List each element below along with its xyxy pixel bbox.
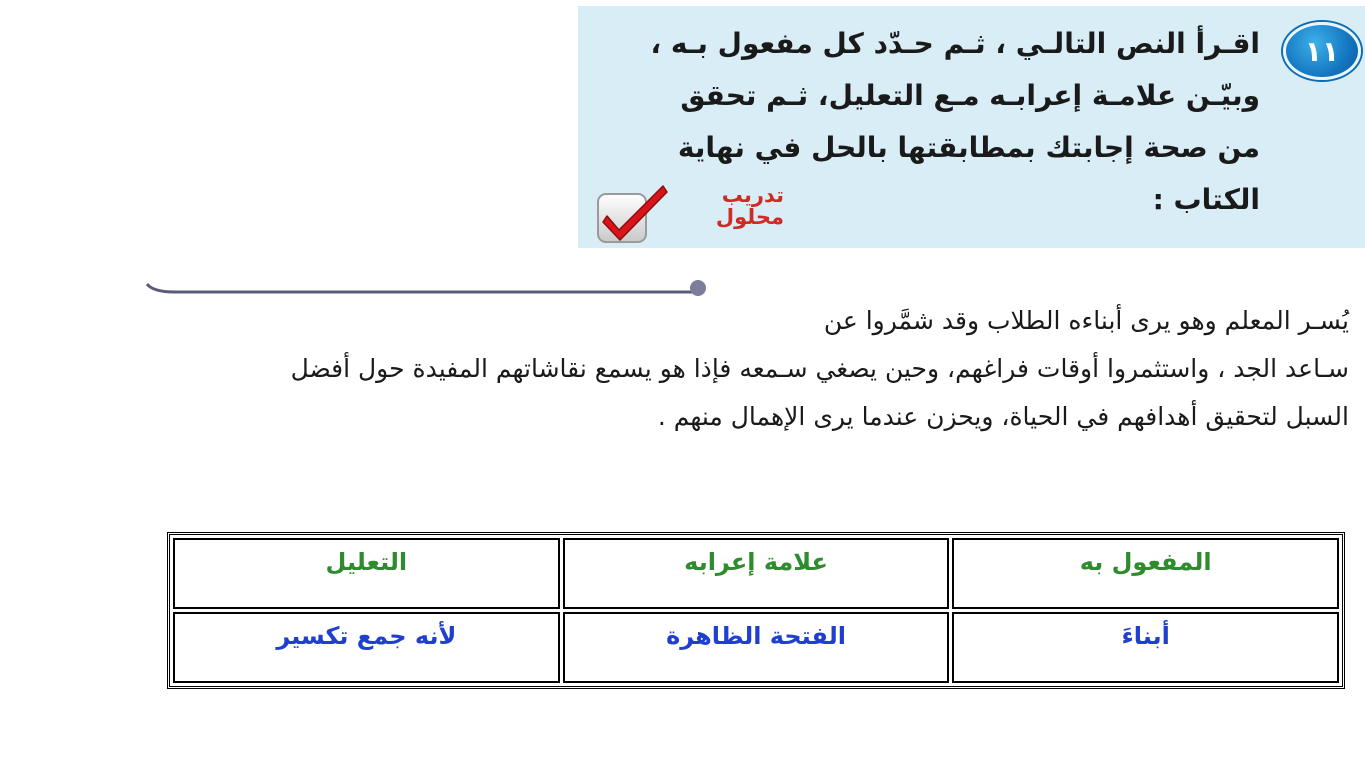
instruction-line: من صحة إجابتك بمطابقتها بالحل في نهاية	[677, 131, 1260, 164]
answer-table	[167, 532, 1345, 689]
instruction-line: الكتاب :	[1152, 183, 1260, 216]
exercise-number: ١١	[1304, 34, 1340, 68]
exercise-number-badge	[1283, 22, 1361, 80]
table-cell: لأنه جمع تكسير	[173, 612, 560, 683]
section-divider	[145, 280, 707, 298]
instruction-line: اقـرأ النص التالـي ، ثـم حـدّد كل مفعول بـه ،	[650, 27, 1260, 60]
instruction-line: وبيّـن علامـة إعرابـه مـع التعليل، ثـم تحقق	[680, 79, 1260, 112]
table-header-cell: علامة إعرابه	[563, 538, 950, 609]
solved-label-line: محلول	[715, 205, 784, 229]
table-cell: أبناءَ	[952, 612, 1339, 683]
passage-line: السبل لتحقيق أهدافهم في الحياة، ويحزن عندما يرى الإهمال منهم .	[657, 402, 1349, 431]
reading-passage	[119, 297, 1349, 441]
solved-exercise-label	[672, 184, 784, 228]
table-header-row	[173, 538, 1339, 609]
passage-line: يُسـر المعلم وهو يرى أبناءه الطلاب وقد شمَّروا عن	[823, 306, 1349, 335]
table-cell: الفتحة الظاهرة	[563, 612, 950, 683]
solved-label-line: تدريب	[721, 183, 784, 207]
table-row	[173, 612, 1339, 683]
passage-line: سـاعد الجد ، واستثمروا أوقات فراغهم، وحين يصغي سـمعه فإذا هو يسمع نقاشاتهم المفيدة حول أفضل	[290, 354, 1349, 383]
table-header-cell: المفعول به	[952, 538, 1339, 609]
table-header-cell: التعليل	[173, 538, 560, 609]
checkmark-icon	[595, 180, 669, 246]
